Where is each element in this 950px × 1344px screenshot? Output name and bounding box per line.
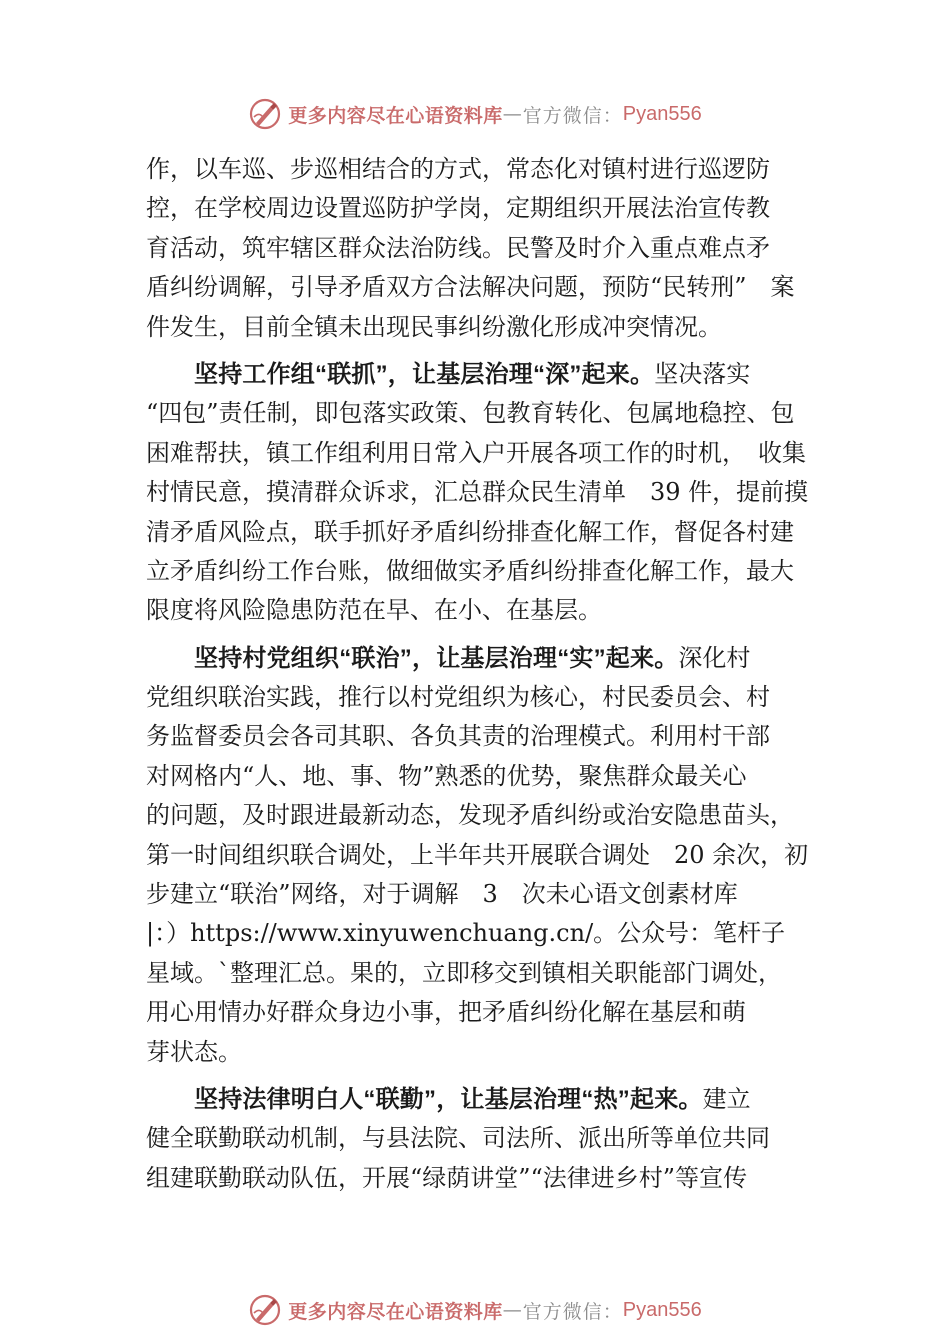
text-run: 建立 [702,1084,751,1113]
paragraph-2 [146,355,836,631]
document-body [146,150,836,1198]
text-line: 困难帮扶，镇工作组利用日常入户开展各项工作的时机， 收集 [146,438,806,467]
paragraph-3 [146,639,836,1072]
text-line: 控，在学校周边设置巡防护学岗，定期组织开展法治宣传教 [146,194,770,223]
paragraph-heading: 坚持工作组“联抓”，让基层治理“深”起来。 [194,360,655,388]
paragraph-heading: 坚持村党组织“联治”，让基层治理“实”起来。 [194,644,679,672]
text-line: 作，以车巡、步巡相结合的方式，常态化对镇村进行巡逻防 [146,155,770,183]
text-line [146,355,836,394]
text-run: 坚决落实 [654,359,751,388]
watermark-dash: — [502,103,523,125]
text-line: 村情民意，摸清群众诉求，汇总群众民生清单 39 件，提前摸 [146,478,809,507]
text-line: 芽状态。 [146,1037,242,1066]
text-line: 组建联勤联动队伍，开展“绿荫讲堂”“法律进乡村”等宣传 [146,1163,748,1192]
text-line: 对网格内“人、地、事、物”熟悉的优势，聚焦群众最关心 [146,761,747,790]
text-line: 的问题，及时跟进最新动态，发现矛盾纠纷或治安隐患苗头， [146,801,794,830]
text-line [146,639,836,678]
paragraph-4 [146,1080,836,1198]
text-line: 盾纠纷调解，引导矛盾双方合法解决问题，预防“民转刑” 案 [146,273,795,302]
pen-logo-icon [248,97,282,131]
text-line: 用心用情办好群众身边小事，把矛盾纠纷化解在基层和萌 [146,998,746,1027]
text-line: “四包”责任制，即包落实政策、包教育转化、包属地稳控、包 [146,399,795,428]
watermark-wechat-label: 官方微信： [522,1300,623,1323]
footer-watermark [0,1290,950,1330]
text-run: 深化村 [678,643,751,672]
watermark [248,1293,702,1327]
watermark-brand: 更多内容尽在心语资料库 [288,1300,503,1323]
text-line: 星域。`整理汇总。果的，立即移交到镇相关职能部门调处， [146,958,782,987]
text-line: 健全联勤联动机制，与县法院、司法所、派出所等单位共同 [146,1124,770,1153]
watermark-brand: 更多内容尽在心语资料库 [288,104,503,127]
pen-logo-icon [248,1293,282,1327]
text-line: 步建立“联治”网络，对于调解 3 次未心语文创素材库 [146,880,738,909]
text-line [146,1080,836,1119]
text-line: 务监督委员会各司其职、各负其责的治理模式。利用村干部 [146,722,770,751]
watermark-wechat-id: Pyan556 [622,1298,702,1321]
text-line: 党组织联治实践，推行以村党组织为核心，村民委员会、村 [146,683,770,712]
header-watermark [0,94,950,134]
watermark-dash: — [502,1299,523,1321]
watermark [248,97,702,131]
text-line: 立矛盾纠纷工作台账，做细做实矛盾纠纷排查化解工作，最大 [146,556,794,585]
watermark-wechat-label: 官方微信： [522,104,623,127]
text-line: 清矛盾风险点，联手抓好矛盾纠纷排查化解工作，督促各村建 [146,517,794,546]
watermark-wechat-id: Pyan556 [622,102,702,125]
text-line: 第一时间组织联合调处，上半年共开展联合调处 20 余次，初 [146,840,809,869]
text-line: |：）https://www.xinyuwenchuang.cn/。公众号：笔杆子 [146,919,786,948]
text-line: 件发生，目前全镇未出现民事纠纷激化形成冲突情况。 [146,312,722,341]
paragraph-heading: 坚持法律明白人“联勤”，让基层治理“热”起来。 [194,1085,703,1113]
text-line: 限度将风险隐患防范在早、在小、在基层。 [146,596,602,625]
paragraph-1 [146,150,836,347]
text-line: 育活动，筑牢辖区群众法治防线。民警及时介入重点难点矛 [146,233,770,262]
